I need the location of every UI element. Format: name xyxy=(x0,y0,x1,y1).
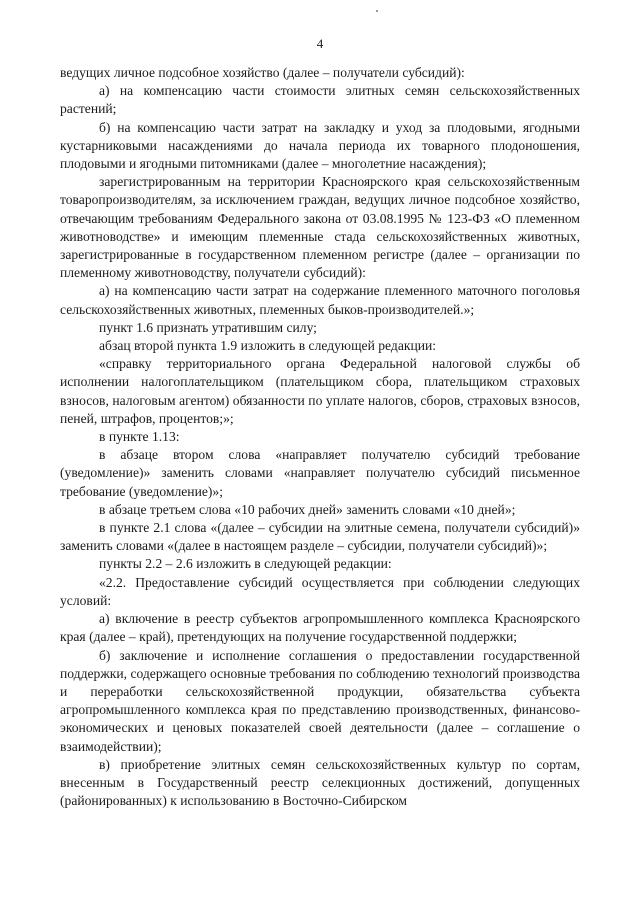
paragraph: в пункте 1.13: xyxy=(99,429,180,445)
paragraph: а) на компенсацию части стоимости элитных семян сельскохозяйственных растений; xyxy=(60,83,580,117)
paragraph: «справку территориального органа Федеральной налоговой службы об исполнении налогоплательщиком (плательщиком сбора, плательщиком страховых взносов, налоговым агентом) обязанности по уплате налогов, сборов, страховых взносов, пеней, штрафов, процентов;»; xyxy=(60,356,580,426)
paragraph: зарегистрированным на территории Красноярского края сельскохозяйственным товаропроизводителям, за исключением граждан, ведущих личное подсобное хозяйство, отвечающим требованиям Федерального закона от 03.08.1995 № 123-ФЗ «О племенном животноводстве» и имеющим племенные стада сельскохозяйственных животных, зарегистрированные в государственном племенном регистре (далее – организации по племенному животноводству, получатели субсидий): xyxy=(60,174,580,281)
paragraph: б) на компенсацию части затрат на закладку и уход за плодовыми, ягодными кустарниковыми насаждениями до начала периода их товарного плодоношения, плодовыми и ягодными питомниками (далее – многолетние насаждения); xyxy=(60,119,580,172)
paragraph: а) включение в реестр субъектов агропромышленного комплекса Красноярского края (далее – край), претендующих на получение государственной поддержки; xyxy=(60,611,580,645)
paragraph: в абзаце третьем слова «10 рабочих дней» заменить словами «10 дней»; xyxy=(99,501,516,517)
paragraph: б) заключение и исполнение соглашения о предоставлении государственной поддержки, содержащего основные требования по соблюдению технологий производства и переработки сельскохозяйственной продукции, обязательства субъекта агропромышленного комплекса края по представлению производственных, финансово-экономических и ценовых показателей своей деятельности (далее – соглашение о взаимодействии); xyxy=(60,647,580,754)
paragraph: «2.2. Предоставление субсидий осуществляется при соблюдении следующих условий: xyxy=(60,574,580,608)
page-number: 4 xyxy=(316,36,324,51)
paragraph: ведущих личное подсобное хозяйство (далее – получатели субсидий): xyxy=(60,65,465,80)
paragraph: в) приобретение элитных семян сельскохозяйственных культур по сортам, внесенным в Государственный реестр селекционных достижений, допущенных (районированных) к использованию в Восточно-Сибирском xyxy=(60,756,580,809)
paragraph: в пункте 2.1 слова «(далее – субсидии на элитные семена, получатели субсидий)» заменить словами «(далее в настоящем разделе – субсидии, получатели субсидий)»; xyxy=(60,520,580,554)
paragraph: в абзаце втором слова «направляет получателю субсидий требование (уведомление)» заменить словами «направляет получателю субсидий письменное требование (уведомление)»; xyxy=(60,447,580,499)
scan-speck xyxy=(376,10,378,12)
paragraph: а) на компенсацию части затрат на содержание племенного маточного поголовья сельскохозяйственных животных, племенных быков-производителей.»; xyxy=(60,283,580,317)
paragraph: пункты 2.2 – 2.6 изложить в следующей редакции: xyxy=(99,556,392,572)
paragraph: абзац второй пункта 1.9 изложить в следующей редакции: xyxy=(99,338,437,354)
document-body xyxy=(60,64,580,810)
paragraph: пункт 1.6 признать утратившим силу; xyxy=(99,319,317,335)
